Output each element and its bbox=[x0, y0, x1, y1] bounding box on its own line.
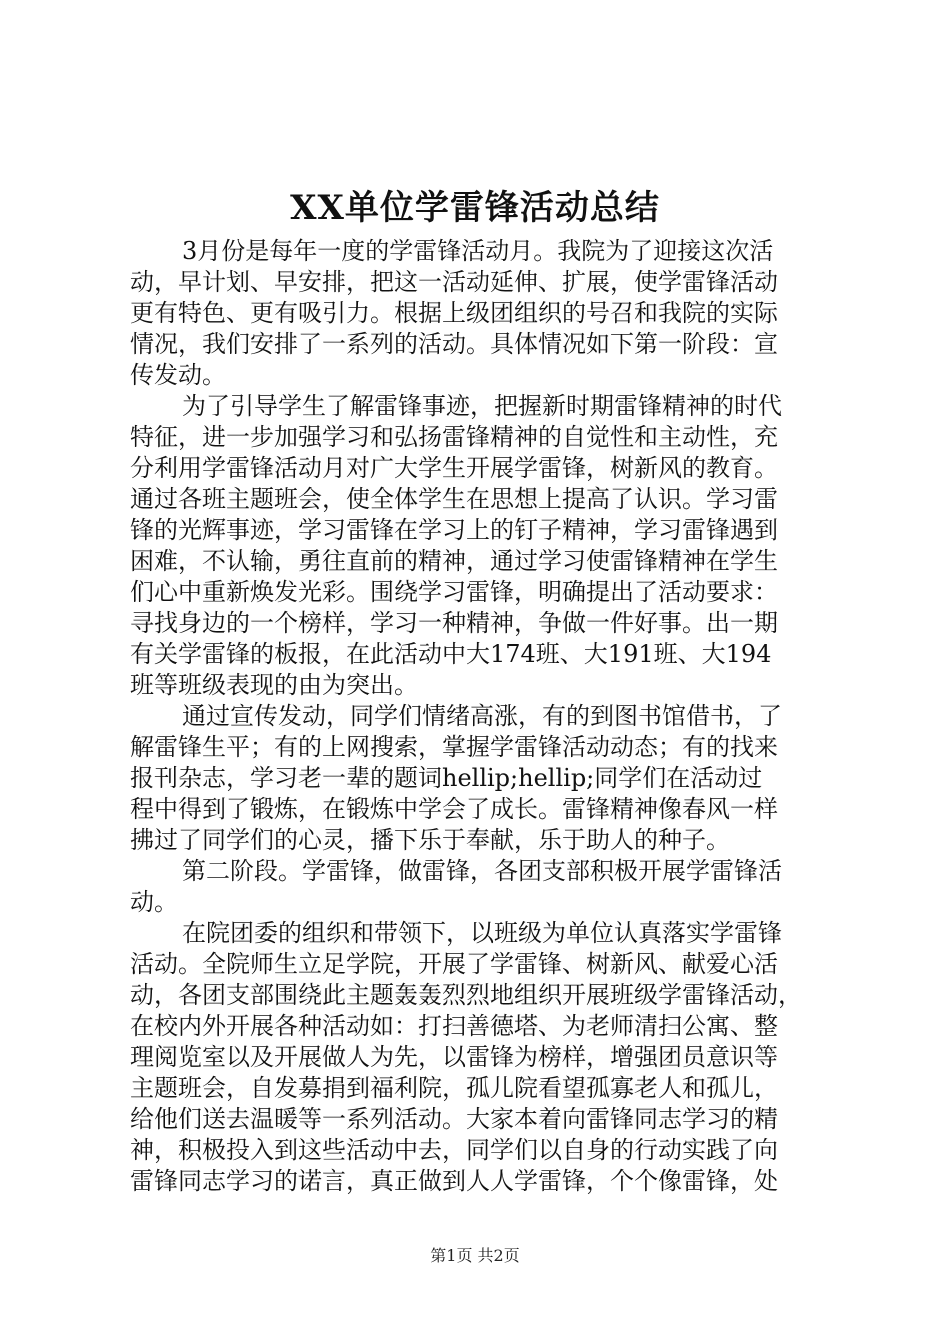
body-line: 解雷锋生平；有的上网搜索，掌握学雷锋活动动态；有的找来 bbox=[130, 733, 778, 761]
page-footer: 第1页 共2页 bbox=[430, 1246, 520, 1265]
body-line: 拂过了同学们的心灵，播下乐于奉献，乐于助人的种子。 bbox=[130, 826, 730, 854]
body-line: 班等班级表现的由为突出。 bbox=[130, 671, 418, 699]
body-line: 程中得到了锻炼，在锻炼中学会了成长。雷锋精神像春风一样 bbox=[130, 795, 778, 823]
body-line: 通过各班主题班会，使全体学生在思想上提高了认识。学习雷 bbox=[130, 485, 778, 513]
body-line: 特征，进一步加强学习和弘扬雷锋精神的自觉性和主动性，充 bbox=[130, 423, 778, 451]
body-line: 主题班会，自发募捐到福利院，孤儿院看望孤寡老人和孤儿， bbox=[130, 1074, 778, 1102]
body-line: 传发动。 bbox=[130, 361, 226, 389]
body-line: 动。 bbox=[130, 888, 178, 916]
body-line: 有关学雷锋的板报，在此活动中大174班、大191班、大194 bbox=[130, 640, 772, 668]
body-line: 通过宣传发动，同学们情绪高涨，有的到图书馆借书，了 bbox=[182, 702, 782, 730]
body-line: 动，早计划、早安排，把这一活动延伸、扩展，使学雷锋活动 bbox=[130, 268, 778, 296]
body-line: 在校内外开展各种活动如：打扫善德塔、为老师清扫公寓、整 bbox=[130, 1012, 778, 1040]
body-line: 更有特色、更有吸引力。根据上级团组织的号召和我院的实际 bbox=[130, 299, 778, 327]
body-line: 报刊杂志，学习老一辈的题词hellip;hellip;同学们在活动过 bbox=[130, 764, 763, 792]
body-line: 锋的光辉事迹，学习雷锋在学习上的钉子精神，学习雷锋遇到 bbox=[130, 516, 778, 544]
body-line: 第二阶段。学雷锋，做雷锋，各团支部积极开展学雷锋活 bbox=[182, 857, 782, 885]
body-line: 在院团委的组织和带领下，以班级为单位认真落实学雷锋 bbox=[182, 919, 782, 947]
body-line: 困难，不认输，勇往直前的精神，通过学习使雷锋精神在学生 bbox=[130, 547, 778, 575]
document-title: XX单位学雷锋活动总结 bbox=[290, 188, 660, 228]
body-line: 给他们送去温暖等一系列活动。大家本着向雷锋同志学习的精 bbox=[130, 1105, 778, 1133]
body-line: 情况，我们安排了一系列的活动。具体情况如下第一阶段：宣 bbox=[130, 330, 778, 358]
body-line: 理阅览室以及开展做人为先，以雷锋为榜样，增强团员意识等 bbox=[130, 1043, 778, 1071]
body-line: 活动。全院师生立足学院，开展了学雷锋、树新风、献爱心活 bbox=[130, 950, 778, 978]
body-line: 动，各团支部围绕此主题轰轰烈烈地组织开展班级学雷锋活动， bbox=[130, 981, 802, 1009]
body-line: 为了引导学生了解雷锋事迹，把握新时期雷锋精神的时代 bbox=[182, 392, 782, 420]
body-line: 寻找身边的一个榜样，学习一种精神，争做一件好事。出一期 bbox=[130, 609, 778, 637]
body-line: 3月份是每年一度的学雷锋活动月。我院为了迎接这次活 bbox=[182, 237, 774, 265]
body-line: 神，积极投入到这些活动中去，同学们以自身的行动实践了向 bbox=[130, 1136, 778, 1164]
body-line: 们心中重新焕发光彩。围绕学习雷锋，明确提出了活动要求： bbox=[130, 578, 778, 606]
body-line: 分利用学雷锋活动月对广大学生开展学雷锋，树新风的教育。 bbox=[130, 454, 778, 482]
body-line: 雷锋同志学习的诺言，真正做到人人学雷锋，个个像雷锋，处 bbox=[130, 1167, 778, 1195]
document-body bbox=[130, 236, 830, 1197]
